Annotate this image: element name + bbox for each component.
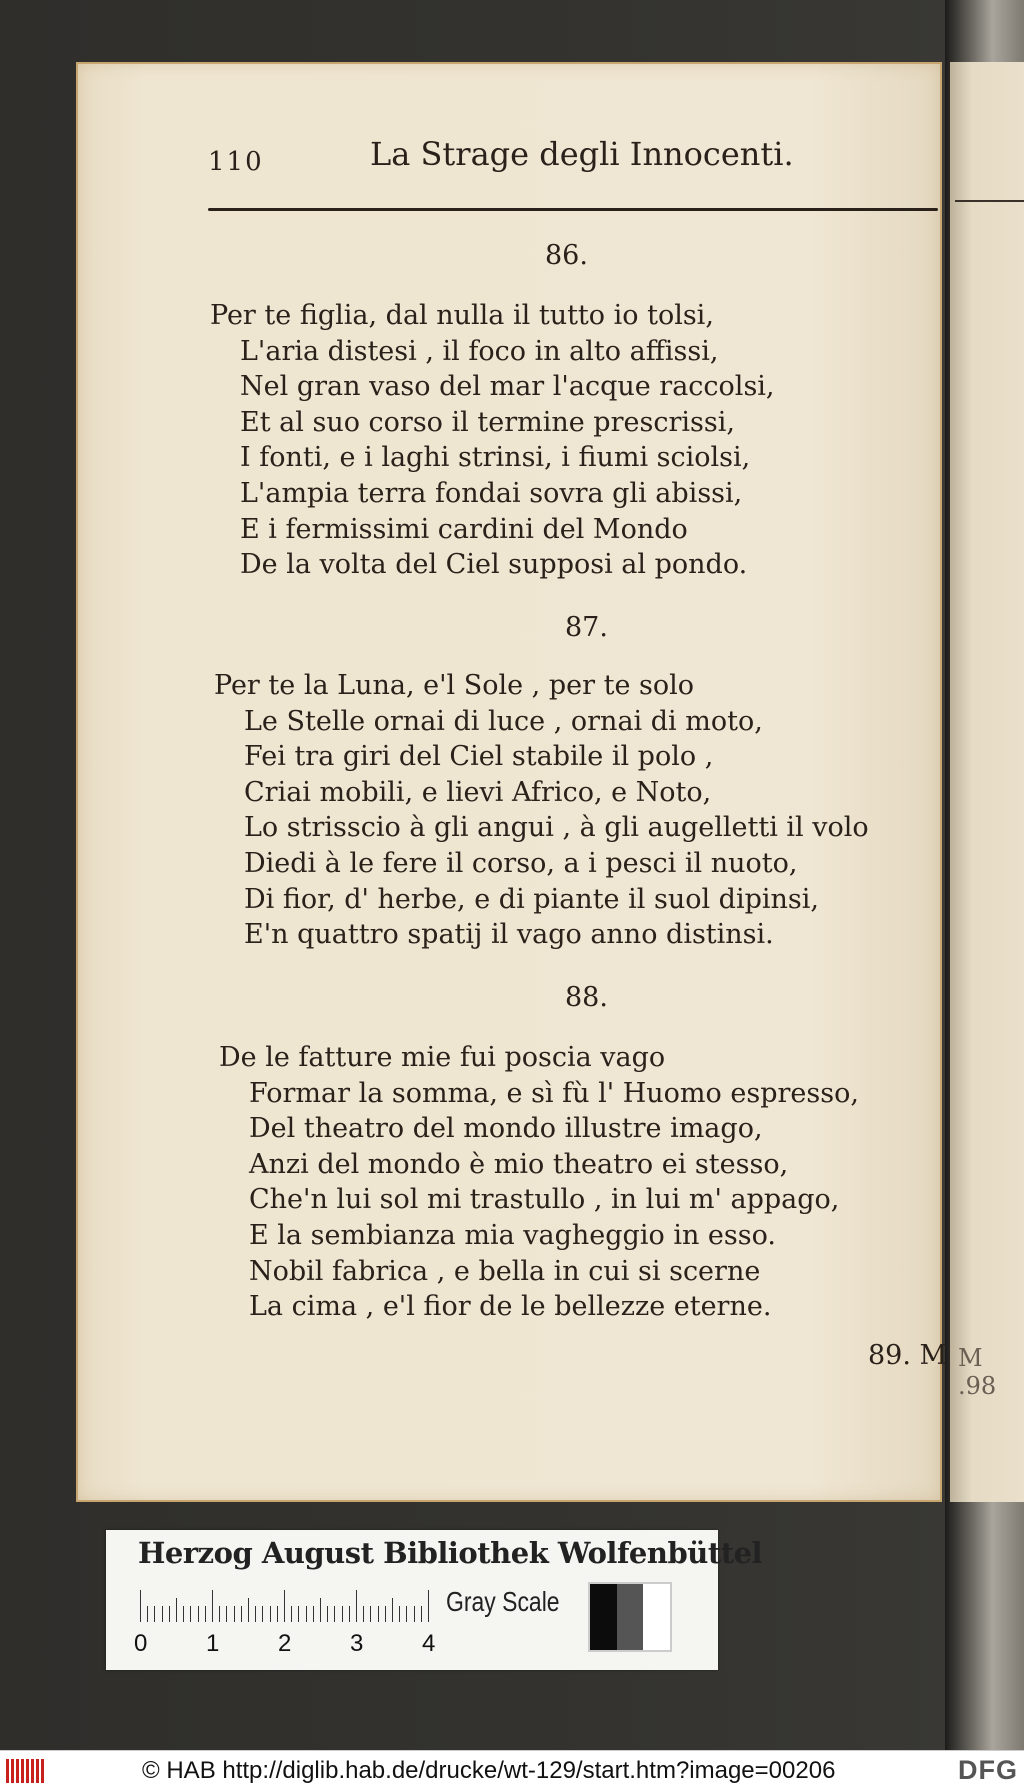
ruler-tick (370, 1606, 371, 1622)
ruler-tick (327, 1606, 328, 1622)
ruler-tick (313, 1606, 314, 1622)
ruler-tick (205, 1606, 206, 1622)
verse-line: Che'n lui sol mi trastullo , in lui m' appago, (249, 1184, 840, 1216)
verse-line: Le Stelle ornai di luce , ornai di moto, (244, 705, 763, 737)
ruler-tick (342, 1606, 343, 1622)
footer-bar (0, 1750, 1024, 1789)
library-color-strip (106, 1530, 763, 1670)
ruler-tick (277, 1606, 278, 1622)
verse-line: Diedi à le fere il corso, a i pesci il nuoto, (244, 847, 798, 879)
ruler-tick (183, 1606, 184, 1622)
ruler-tick (190, 1606, 191, 1622)
verse-line: Fei tra giri del Ciel stabile il polo , (244, 741, 714, 773)
ruler-tick (320, 1598, 321, 1622)
ruler-tick (262, 1606, 263, 1622)
verse-line: Nel gran vaso del mar l'acque raccolsi, (240, 371, 775, 403)
ruler-tick (226, 1606, 227, 1622)
verse-line: De la volta del Ciel supposi al pondo. (240, 549, 748, 581)
verse-line: E'n quattro spatij il vago anno distinsi. (244, 919, 774, 951)
ruler-tick (255, 1606, 256, 1622)
verse-line: L'aria distesi , il foco in alto affissi, (240, 335, 719, 367)
footer-credit[interactable]: © HAB http://diglib.hab.de/drucke/wt-129/start.htm?image=00206 (142, 1757, 836, 1784)
ruler-tick (154, 1606, 155, 1622)
verse-line: I fonti, e i laghi strinsi, i fiumi sciolsi, (240, 442, 751, 474)
ruler-number: 0 (134, 1630, 148, 1657)
ruler-tick (291, 1606, 292, 1622)
stanza-number: 86. (545, 240, 588, 271)
catchword: 89. M (868, 1340, 948, 1371)
ruler-number: 4 (422, 1630, 436, 1657)
ruler-tick (356, 1590, 357, 1622)
ruler-tick (414, 1606, 415, 1622)
ruler-tick (234, 1606, 235, 1622)
ruler-tick (385, 1606, 386, 1622)
ruler-tick (298, 1606, 299, 1622)
ruler-tick (241, 1606, 242, 1622)
stanza-number: 87. (565, 612, 608, 643)
verse-line: De le fatture mie fui poscia vago (219, 1042, 666, 1073)
verse-line: Criai mobili, e lievi Africo, e Noto, (244, 776, 712, 808)
ruler-tick (198, 1606, 199, 1622)
verse-line: Di fior, d' herbe, e di piante il suol dipinsi, (244, 883, 819, 915)
ruler-tick (428, 1590, 429, 1622)
ruler-tick (176, 1598, 177, 1622)
ruler-tick (162, 1606, 163, 1622)
ruler-numbers (134, 1630, 474, 1660)
ruler-number: 2 (278, 1630, 292, 1657)
verse-line: Per te figlia, dal nulla il tutto io tolsi, (210, 300, 714, 331)
verse-line: Del theatro del mondo illustre imago, (249, 1113, 763, 1145)
hab-logo-icon (6, 1759, 46, 1783)
ruler-number: 3 (350, 1630, 364, 1657)
dfg-logo: DFG (958, 1755, 1018, 1785)
ruler-number: 1 (206, 1630, 220, 1657)
stanza-87 (214, 668, 869, 953)
verse-line: Et al suo corso il termine prescrissi, (240, 406, 735, 438)
gray-scale-patch (588, 1582, 672, 1652)
stanza-number: 88. (565, 982, 608, 1013)
library-name: Herzog August Bibliothek Wolfenbüttel (138, 1536, 763, 1570)
header-rule (208, 208, 938, 211)
verse-line: L'ampia terra fondai sovra gli abissi, (240, 477, 743, 509)
ruler-tick (140, 1590, 141, 1622)
ruler-tick (406, 1606, 407, 1622)
gray-scale-label: Gray Scale (446, 1586, 560, 1617)
adjacent-page (950, 62, 1024, 1502)
ruler-tick (399, 1606, 400, 1622)
verse-line: Per te la Luna, e'l Sole , per te solo (214, 670, 695, 701)
ruler-tick (363, 1606, 364, 1622)
ruler-tick (169, 1606, 170, 1622)
ruler-tick (147, 1606, 148, 1622)
adjacent-page-fragment: M .98 (958, 1344, 997, 1400)
running-title: La Strage degli Innocenti. (370, 135, 794, 173)
ruler-tick (306, 1606, 307, 1622)
verse-line: Lo strisscio à gli angui , à gli augelletti il volo (244, 812, 869, 844)
page-number: 110 (208, 147, 264, 177)
ruler-tick (219, 1606, 220, 1622)
ruler-tick (421, 1606, 422, 1622)
ruler-tick (270, 1606, 271, 1622)
adjacent-page-rule (955, 200, 1024, 202)
stanza-86 (210, 298, 775, 583)
verse-line: Anzi del mondo è mio theatro ei stesso, (249, 1148, 789, 1180)
verse-line: E la sembianza mia vagheggio in esso. (249, 1219, 776, 1251)
ruler-tick (334, 1606, 335, 1622)
ruler-tick (212, 1590, 213, 1622)
verse-line: E i fermissimi cardini del Mondo (240, 513, 688, 545)
running-head (208, 135, 794, 179)
verse-line: Formar la somma, e sì fù l' Huomo espresso, (249, 1077, 859, 1109)
verse-line: Nobil fabrica , e bella in cui si scerne (249, 1255, 761, 1287)
ruler-tick (349, 1606, 350, 1622)
stanza-88 (219, 1040, 859, 1325)
ruler-tick (284, 1590, 285, 1622)
measurement-ruler (140, 1590, 440, 1622)
ruler-tick (248, 1598, 249, 1622)
ruler-tick (378, 1606, 379, 1622)
verse-line: La cima , e'l fior de le bellezze eterne. (249, 1291, 772, 1323)
ruler-tick (392, 1598, 393, 1622)
